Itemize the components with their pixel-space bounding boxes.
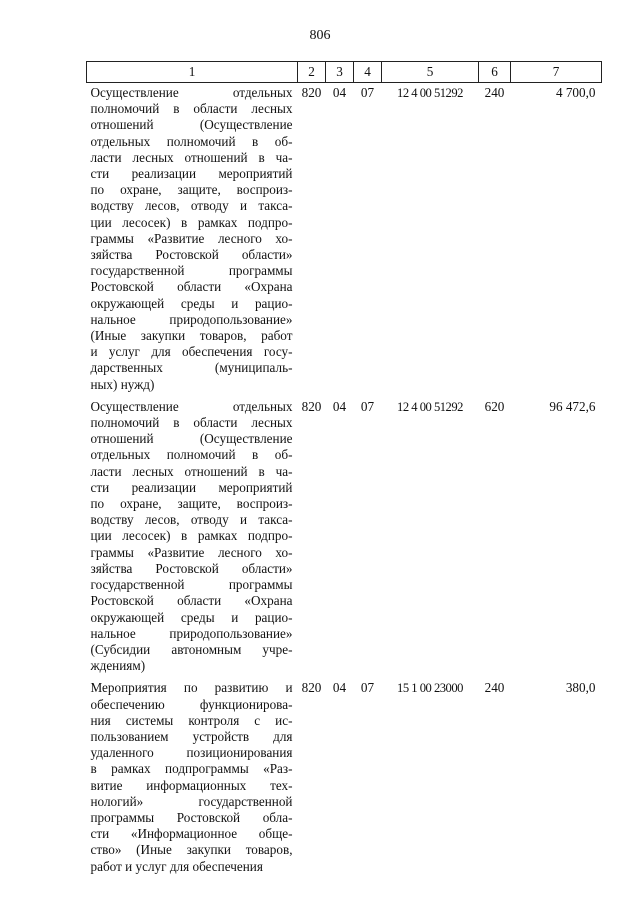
description-line: водству лесов, отводу и такса- — [90, 198, 293, 214]
column-header: 2 — [298, 62, 326, 83]
description-line: водству лесов, отводу и такса- — [90, 512, 293, 528]
description-line: зяйства Ростовской области» — [90, 560, 293, 576]
cell-subsection: 07 — [360, 85, 375, 100]
description-line: обеспечению функционирова- — [90, 696, 293, 712]
cell-amount: 4 700,0 — [555, 85, 596, 100]
description-line: окружающей среды и рацио- — [90, 295, 293, 311]
description-line: государственной программы — [90, 263, 293, 279]
description-line: зяйства Ростовской области» — [90, 247, 293, 263]
description-line: отдельных полномочий в об- — [90, 447, 293, 463]
cell-ministry-code: 820 — [301, 680, 322, 696]
cell-target-article: 12 4 00 51292 — [397, 399, 463, 414]
cell-expense-type: 620 — [484, 398, 505, 414]
cell-section: 04 — [332, 680, 347, 696]
table-body — [87, 83, 602, 879]
description-line: витие информационных тех- — [90, 777, 293, 793]
description-line: Осуществление отдельных — [90, 398, 293, 414]
description-line: граммы «Развитие лесного хо- — [90, 230, 293, 246]
description-line: сти реализации мероприятий — [90, 166, 293, 182]
cell-section: 04 — [332, 85, 347, 100]
table-header-row — [87, 62, 602, 83]
description-line: в рамках подпрограммы «Раз- — [90, 761, 293, 777]
column-header: 5 — [382, 62, 479, 83]
cell-expense-type: 240 — [484, 680, 505, 696]
row-description — [87, 397, 298, 678]
description-line: Ростовской области «Охрана — [90, 279, 293, 295]
row-description — [87, 83, 298, 397]
description-line: работ и услуг для обеспечения — [90, 858, 263, 874]
column-header: 1 — [87, 62, 298, 83]
column-header: 6 — [479, 62, 511, 83]
cell-target-article: 15 1 00 23000 — [397, 681, 463, 696]
description-line: Мероприятия по развитию и — [90, 680, 293, 696]
description-line: нальное природопользование» — [90, 625, 293, 641]
description-line: Ростовской области «Охрана — [90, 593, 293, 609]
description-line: дарственных (муниципаль- — [90, 360, 293, 376]
description-line: и услуг для обеспечения госу- — [90, 344, 293, 360]
description-line: удаленного позиционирования — [90, 745, 293, 761]
description-line: государственной программы — [90, 577, 293, 593]
description-line: окружающей среды и рацио- — [90, 609, 293, 625]
table-row — [87, 397, 602, 678]
column-header: 3 — [326, 62, 354, 83]
description-line: ласти лесных отношений в ча- — [90, 149, 293, 165]
description-line: сти реализации мероприятий — [90, 479, 293, 495]
cell-subsection: 07 — [360, 398, 375, 414]
description-line: Осуществление отдельных — [90, 85, 293, 100]
description-line: полномочий в области лесных — [90, 415, 293, 431]
description-line: граммы «Развитие лесного хо- — [90, 544, 293, 560]
description-line: ство» (Иные закупки товаров, — [90, 842, 293, 858]
cell-ministry-code: 820 — [301, 398, 322, 414]
description-line: пользованием устройств для — [90, 728, 293, 744]
cell-amount: 96 472,6 — [549, 398, 596, 414]
description-line: ласти лесных отношений в ча- — [90, 463, 293, 479]
description-line: по охране, защите, воспроиз- — [90, 182, 293, 198]
description-line: нологий» государственной — [90, 793, 293, 809]
description-line: ции лесосек) в рамках подпро- — [90, 214, 293, 230]
budget-table — [86, 61, 602, 879]
table-row — [87, 678, 602, 878]
description-line: ных) нужд) — [90, 376, 155, 392]
cell-ministry-code: 820 — [301, 85, 322, 100]
description-line: ждениям) — [90, 658, 146, 674]
table-row — [87, 83, 602, 397]
description-line: программы Ростовской обла- — [90, 809, 293, 825]
cell-target-article: 12 4 00 51292 — [397, 86, 463, 100]
description-line: сти «Информационное обще- — [90, 826, 293, 842]
description-line: по охране, защите, воспроиз- — [90, 496, 293, 512]
description-line: полномочий в области лесных — [90, 101, 293, 117]
row-description — [87, 678, 298, 878]
cell-subsection: 07 — [360, 680, 375, 696]
cell-amount: 380,0 — [565, 680, 596, 696]
description-line: ния системы контроля с ис- — [90, 712, 293, 728]
column-header: 4 — [354, 62, 382, 83]
cell-expense-type: 240 — [484, 85, 505, 100]
description-line: отдельных полномочий в об- — [90, 133, 293, 149]
description-line: ции лесосек) в рамках подпро- — [90, 528, 293, 544]
description-line: отношений (Осуществление — [90, 431, 293, 447]
page-number: 806 — [309, 28, 331, 43]
description-line: (Субсидии автономным учре- — [90, 641, 293, 657]
description-line: (Иные закупки товаров, работ — [90, 328, 293, 344]
cell-section: 04 — [332, 398, 347, 414]
column-header: 7 — [511, 62, 602, 83]
description-line: отношений (Осуществление — [90, 117, 293, 133]
description-line: нальное природопользование» — [90, 311, 293, 327]
